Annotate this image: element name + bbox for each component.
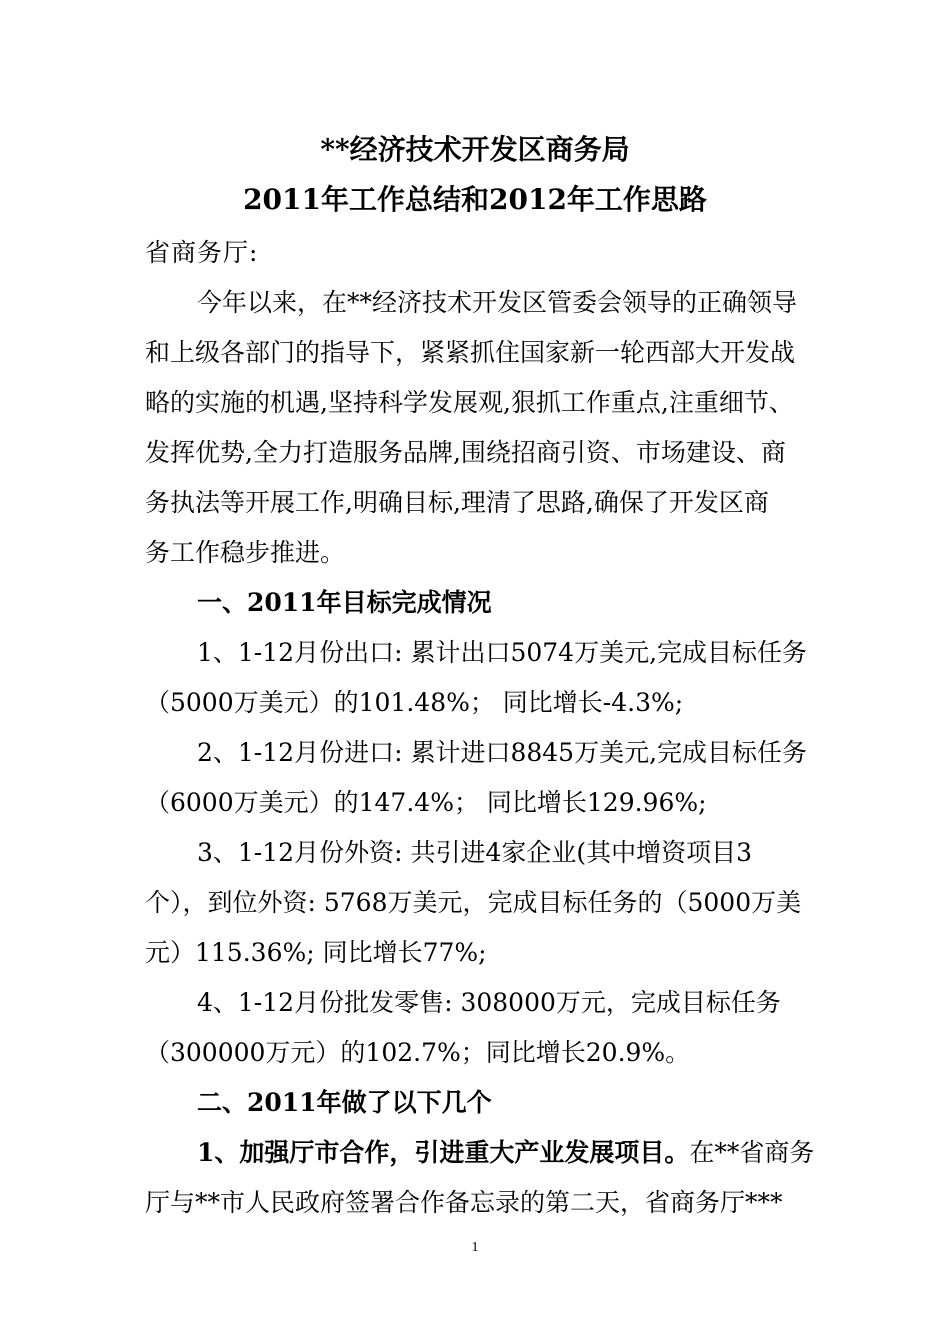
section2-item1-text: 在**省商务 [689, 1138, 815, 1167]
intro-line: 和上级各部门的指导下，紧紧抓住国家新一轮西部大开发战 [145, 338, 796, 367]
section2-heading: 二、2011年做了以下几个 [197, 1088, 492, 1117]
foreign-investment-item-line: 元）115.36%; 同比增长77%; [145, 938, 487, 967]
export-item-line: 1、1-12月份出口: 累计出口5074万美元,完成目标任务 [197, 638, 808, 667]
intro-line: 略的实施的机遇,坚持科学发展观,狠抓工作重点,注重细节、 [145, 388, 794, 417]
foreign-investment-item-line: 个），到位外资: 5768万美元，完成目标任务的（5000万美 [145, 888, 802, 917]
section1 [145, 578, 815, 1228]
intro-paragraph [145, 278, 815, 578]
section1-heading: 一、2011年目标完成情况 [197, 588, 492, 617]
section2-item1-title: 1、加强厅市合作，引进重大产业发展项目。 [197, 1138, 690, 1167]
retail-item-line: （300000万元）的102.7%；同比增长20.9%。 [145, 1038, 691, 1067]
section2-item1-line [145, 1128, 815, 1178]
intro-line: 务工作稳步推进。 [145, 538, 346, 567]
retail-item-line: 4、1-12月份批发零售: 308000万元，完成目标任务 [197, 988, 781, 1017]
section2-item1-line2: 厅与**市人民政府签署合作备忘录的第二天，省商务厅*** [145, 1188, 783, 1217]
intro-line: 今年以来，在**经济技术开发区管委会领导的正确领导 [197, 288, 798, 317]
intro-line: 发挥优势,全力打造服务品牌,围绕招商引资、市场建设、商 [145, 438, 786, 467]
intro-line: 务执法等开展工作,明确目标,理清了思路,确保了开发区商 [145, 488, 769, 517]
export-item-line: （5000万美元）的101.48%； 同比增长-4.3%; [145, 688, 684, 717]
foreign-investment-item-line: 3、1-12月份外资: 共引进4家企业(其中增资项目3 [197, 838, 753, 867]
document-title-line2: 2011年工作总结和2012年工作思路 [243, 183, 707, 216]
import-item-line: （6000万美元）的147.4%； 同比增长129.96%; [145, 788, 707, 817]
page-number: 1 [471, 1240, 479, 1255]
import-item-line: 2、1-12月份进口: 累计进口8845万美元,完成目标任务 [197, 738, 808, 767]
salutation: 省商务厅: [145, 238, 259, 267]
document-title-line1: **经济技术开发区商务局 [320, 133, 630, 166]
